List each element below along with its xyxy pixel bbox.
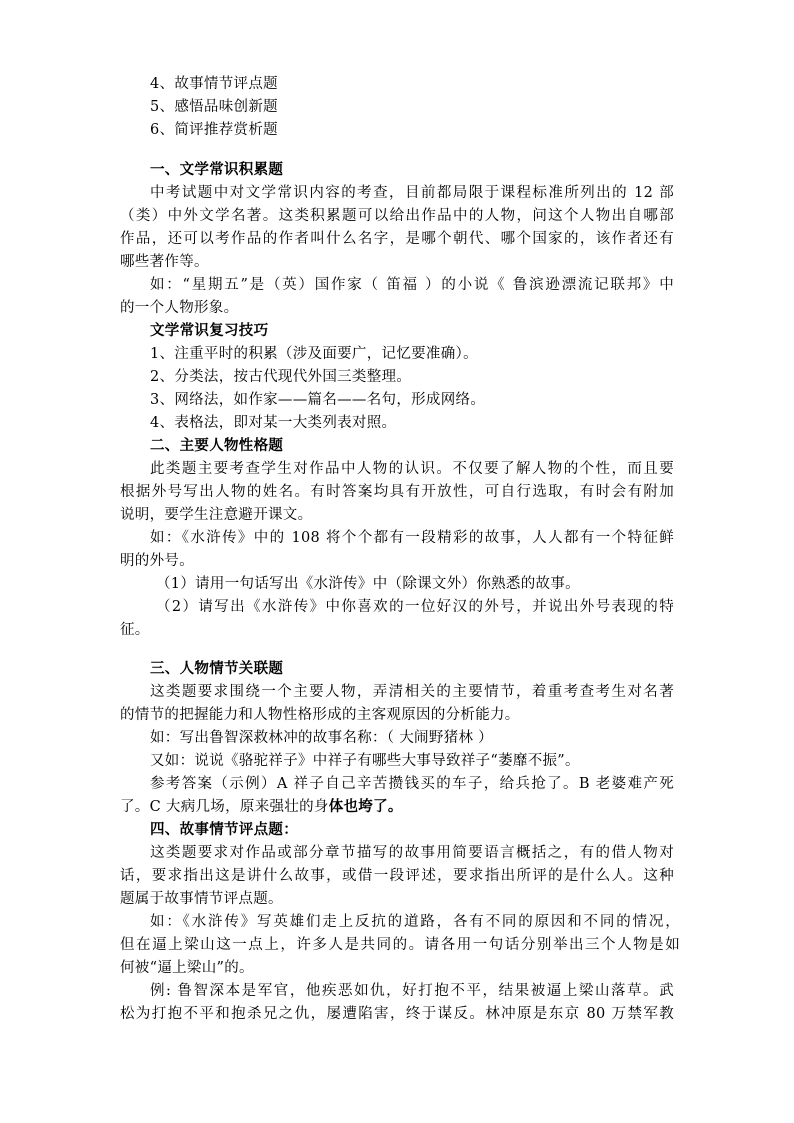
paragraph-line: （类）中外文学名著。这类积累题可以给出作品中的人物，问这个人物出自哪部: [120, 208, 674, 224]
section-heading: 二、主要人物性格题: [150, 437, 284, 454]
list-item: 1、注重平时的积累（涉及面要广，记忆要准确）。: [150, 346, 478, 362]
answer-line: 例: 鲁智深本是军官，他疾恶如仇，好打抱不平，结果被逼上梁山落草。武: [150, 983, 674, 999]
paragraph-line: 的情节的把握能力和人物性格形成的主客观原因的分析能力。: [120, 707, 520, 723]
paragraph-line: 题属于故事情节评点题。: [120, 891, 283, 907]
example-line: 如：“星期五”是（英）国作家（ 笛福 ）的小说《 鲁滨逊漂流记联邦》中: [150, 277, 674, 293]
paragraph-line: 话，要求指出这是讲什么故事，或借一段评述，要求指出所评的是什么人。这种: [120, 868, 674, 884]
answer-line: [120, 796, 403, 818]
section-heading: 一、文学常识积累题: [150, 161, 284, 178]
example-line: 如：《水浒传》写英雄们走上反抗的道路，各有不同的原因和不同的情况，: [150, 914, 680, 930]
example-line: 但在逼上梁山这一点上，许多人是共同的。请各用一句话分别举出三个人物是如: [120, 937, 680, 953]
section-heading: 三、人物情节关联题: [150, 660, 284, 677]
example-line: 又如：说说《骆驼祥子》中祥子有哪些大事导致祥子“萎靡不振”。: [150, 753, 580, 769]
paragraph-line: 根据外号写出人物的姓名。有时答案均具有开放性，可自行选取，有时会有附加: [120, 484, 674, 500]
section-heading: 四、故事情节评点题：: [150, 821, 298, 838]
paragraph-line: 此类题主要考查学生对作品中人物的认识。不仅要了解人物的个性，而且要: [150, 461, 674, 477]
list-item: 5、感悟品味创新题: [150, 99, 278, 115]
question-line: 征。: [120, 622, 150, 638]
answer-line: 参考答案（示例）A 祥子自己辛苦攒钱买的车子，给兵抢了。B 老婆难产死: [150, 776, 674, 792]
list-item: 4、表格法，即对某一大类列表对照。: [150, 415, 397, 431]
example-line: 何被“逼上梁山”的。: [120, 960, 254, 976]
answer-text-bold: 体也垮了。: [328, 798, 403, 815]
question-line: （1）请用一句话写出《水浒传》中（除课文外）你熟悉的故事。: [156, 576, 580, 592]
paragraph-line: 中考试题中对文学常识内容的考查，目前都局限于课程标准所列出的 12 部: [150, 185, 674, 201]
list-item: 4、故事情节评点题: [150, 76, 278, 92]
paragraph-line: 作品，还可以考作品的作者叫什么名字，是哪个朝代、哪个国家的，该作者还有: [120, 231, 674, 247]
paragraph-line: 这类题要求对作品或部分章节描写的故事用简要语言概括之，有的借人物对: [150, 845, 674, 861]
question-line: （2）请写出《水浒传》中你喜欢的一位好汉的外号，并说出外号表现的特: [156, 599, 674, 615]
paragraph-line: 说明，要学生注意避开课文。: [120, 507, 313, 523]
list-item: 3、网络法，如作家——篇名——名句，形成网络。: [150, 392, 486, 408]
example-line: 的一个人物形象。: [120, 300, 239, 316]
list-item: 6、简评推荐赏析题: [150, 122, 278, 138]
example-line: 如：写出鲁智深救林冲的故事名称：（ 大闹野猪林 ）: [150, 730, 493, 746]
list-item: 2、分类法，按古代现代外国三类整理。: [150, 369, 412, 385]
example-line: 明的外号。: [120, 553, 194, 569]
paragraph-line: 这类题要求围绕一个主要人物，弄清相关的主要情节，着重考查考生对名著: [150, 684, 674, 700]
answer-line: 松为打抱不平和抱杀兄之仇，屡遭陷害，终于谋反。林冲原是东京 80 万禁军教: [120, 1006, 674, 1022]
paragraph-line: 哪些著作等。: [120, 254, 209, 270]
answer-text: 了。C 大病几场，原来强壮的身: [120, 799, 329, 815]
example-line: 如：《水浒传》中的 108 将个个都有一段精彩的故事，人人都有一个特征鲜: [150, 530, 674, 546]
sub-heading: 文学常识复习技巧: [150, 322, 269, 339]
